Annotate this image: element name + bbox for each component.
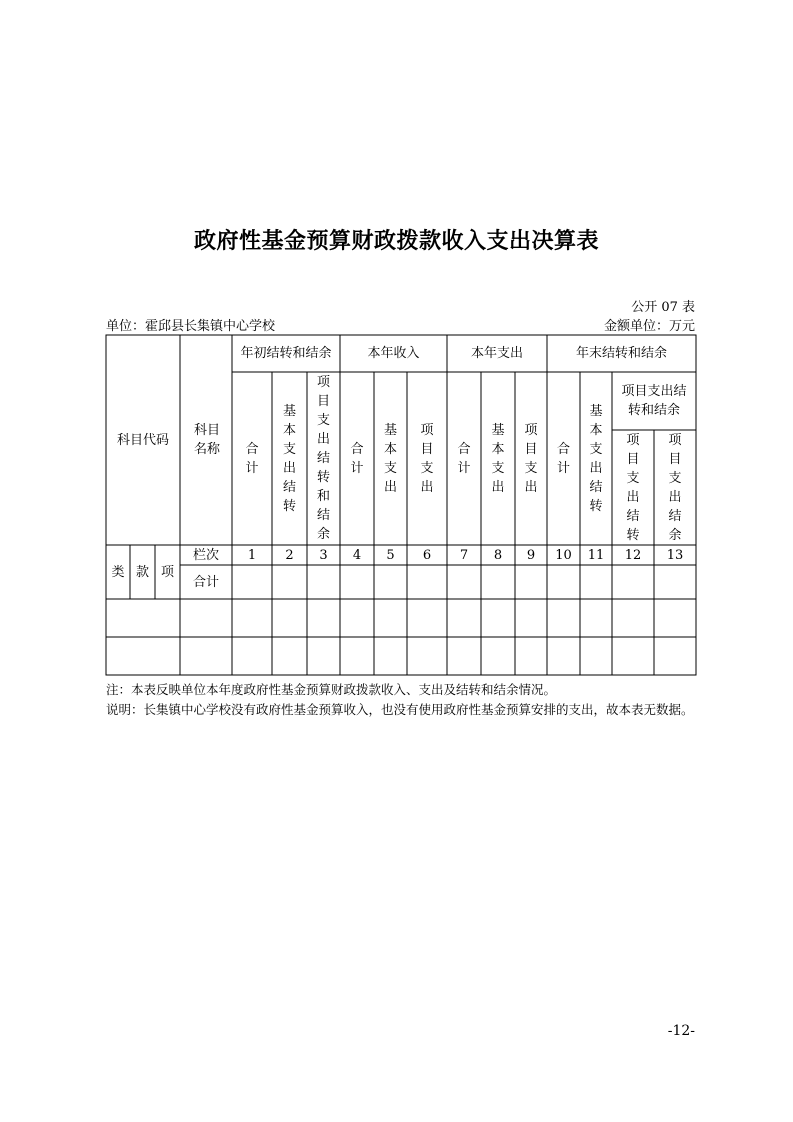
amount-unit-label: 金额单位：万元 [603, 319, 695, 334]
total-row-label: 合计 [192, 574, 219, 590]
column-number: 13 [666, 547, 684, 563]
col-header-income-total: 合计 [350, 441, 364, 476]
col-header-expense-total: 合计 [457, 441, 471, 476]
group-closing-balance: 年末结转和结余 [575, 346, 667, 361]
col-header-closing-total: 合计 [556, 441, 570, 476]
col-header-expense-project: 项目支出 [524, 422, 538, 495]
column-number: 9 [526, 547, 536, 563]
col-header-closing-basic: 基本支出结转 [589, 403, 603, 514]
column-number: 5 [386, 547, 395, 563]
table-note: 注：本表反映单位本年度政府性基金预算财政拨款收入、支出及结转和结余情况。 [106, 682, 557, 697]
column-index-label: 栏次 [192, 547, 219, 563]
column-number: 4 [352, 547, 362, 563]
col-header-opening-project: 项目支出结转和结余 [316, 375, 330, 542]
col-header-expense-basic: 基本支出 [491, 422, 505, 495]
col-header-closing-project-group: 项目支出结转和结余 [621, 384, 687, 418]
col-header-opening-basic: 基本支出结转 [282, 403, 296, 514]
table-explanation: 说明：长集镇中心学校没有政府性基金预算收入，也没有使用政府性基金预算安排的支出，故本表无数据。 [106, 702, 694, 717]
column-number: 10 [555, 547, 572, 563]
col-header-income-project: 项目支出 [420, 422, 434, 495]
column-number: 12 [624, 547, 642, 563]
code-part-section: 款 [135, 564, 149, 580]
subject-code-header: 科目代码 [116, 432, 169, 448]
column-number: 11 [587, 547, 605, 563]
col-header-closing-project-balance: 项目支出结余 [668, 432, 682, 543]
column-number: 6 [422, 547, 432, 563]
col-header-closing-project-carryover: 项目支出结转 [626, 432, 640, 543]
col-header-income-basic: 基本支出 [383, 422, 397, 495]
page-title: 政府性基金预算财政拨款收入支出决算表 [193, 229, 599, 254]
code-part-item: 项 [160, 564, 174, 580]
code-part-class: 类 [111, 564, 125, 580]
subject-name-header: 科目名称 [193, 423, 220, 457]
group-current-expense: 本年支出 [470, 346, 523, 361]
column-number: 1 [247, 547, 257, 563]
group-current-income: 本年收入 [367, 346, 420, 361]
form-number: 公开 07 表 [631, 300, 695, 315]
column-number: 8 [493, 547, 503, 563]
column-number: 7 [459, 547, 469, 563]
group-opening-balance: 年初结转和结余 [240, 346, 332, 361]
page-number: -12- [667, 1023, 695, 1039]
column-number: 2 [285, 547, 294, 563]
column-number: 3 [319, 547, 328, 563]
unit-label: 单位：霍邱县长集镇中心学校 [106, 319, 276, 334]
col-header-opening-total: 合计 [245, 441, 259, 476]
